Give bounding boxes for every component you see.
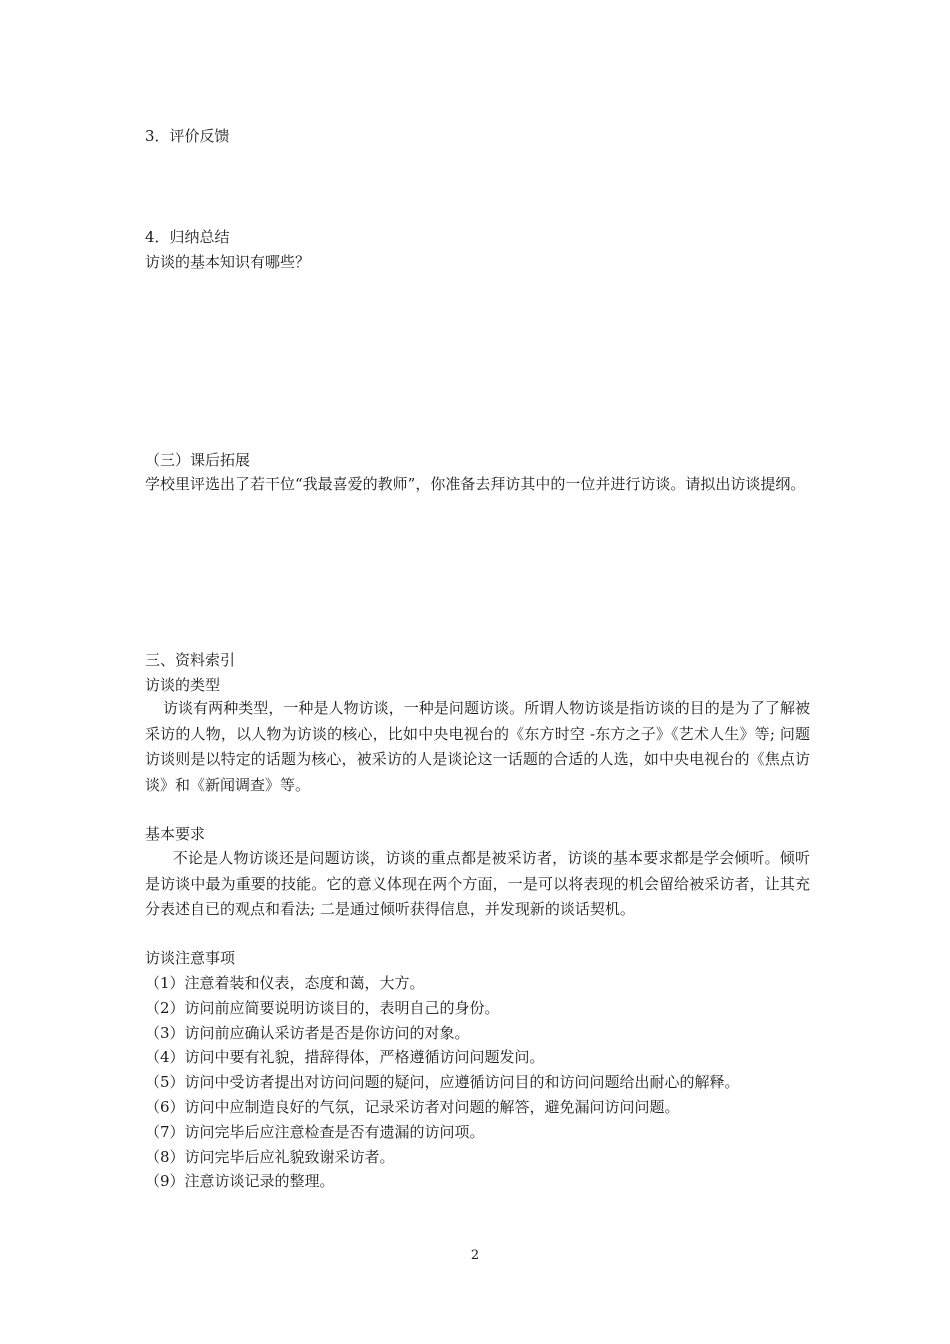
list-item: （6）访问中应制造良好的气氛，记录采访者对问题的解答，避免漏问访问问题。 bbox=[145, 1097, 680, 1116]
notes-heading: 访谈注意事项 bbox=[145, 949, 236, 967]
list-item: （5）访问中受访者提出对访问问题的疑问，应遵循访问目的和访问问题给出耐心的解释。 bbox=[145, 1073, 740, 1092]
list-item: （4）访问中要有礼貌，措辞得体，严格遵循访问问题发问。 bbox=[145, 1048, 545, 1067]
types-paragraph: 访谈有两种类型，一种是人物访谈，一种是问题访谈。所谓人物访谈是指访谈的目的是为了了解被采访的人物，以人物为访谈的核心，比如中央电视台的《东方时空 -东方之子》《艺术人生》等; 问题访谈则是以特定的话题为核心，被采访的人是谈论这一话题的合适的人选，如中央电视台的《焦点访谈》和《新闻调查》等。 bbox=[145, 699, 810, 794]
reference-heading: 三、资料索引 bbox=[145, 651, 236, 669]
extension-task: 学校里评选出了若干位“我最喜爱的教师”，你准备去拜访其中的一位并进行访谈。请拟出访谈提纲。 bbox=[145, 475, 806, 493]
summary-question: 访谈的基本知识有哪些？ bbox=[145, 253, 311, 271]
list-item: （8）访问完毕后应礼貌致谢采访者。 bbox=[145, 1147, 395, 1166]
notes-list bbox=[145, 971, 740, 1194]
section-summary-heading: 4．归纳总结 bbox=[145, 228, 230, 246]
requirements-heading: 基本要求 bbox=[145, 825, 206, 843]
list-item: （3）访问前应确认采访者是否是你访问的对象。 bbox=[145, 1023, 470, 1042]
list-item: （1）注意着装和仪表，态度和蔼，大方。 bbox=[145, 974, 425, 992]
types-heading: 访谈的类型 bbox=[145, 676, 221, 694]
extension-heading: （三）课后拓展 bbox=[145, 451, 251, 469]
section-eval-heading: 3．评价反馈 bbox=[145, 127, 230, 145]
requirements-paragraph: 不论是人物访谈还是问题访谈，访谈的重点都是被采访者，访谈的基本要求都是学会倾听。倾听是访谈中最为重要的技能。它的意义体现在两个方面，一是可以将表现的机会留给被采访者，让其充分表述自已的观点和看法; 二是通过倾听获得信息，并发现新的谈话契机。 bbox=[145, 849, 810, 918]
page-number: 2 bbox=[470, 1248, 480, 1263]
list-item: （9）注意访谈记录的整理。 bbox=[145, 1172, 335, 1191]
list-item: （7）访问完毕后应注意检查是否有遗漏的访问项。 bbox=[145, 1122, 485, 1141]
list-item: （2）访问前应简要说明访谈目的，表明自己的身份。 bbox=[145, 998, 500, 1017]
